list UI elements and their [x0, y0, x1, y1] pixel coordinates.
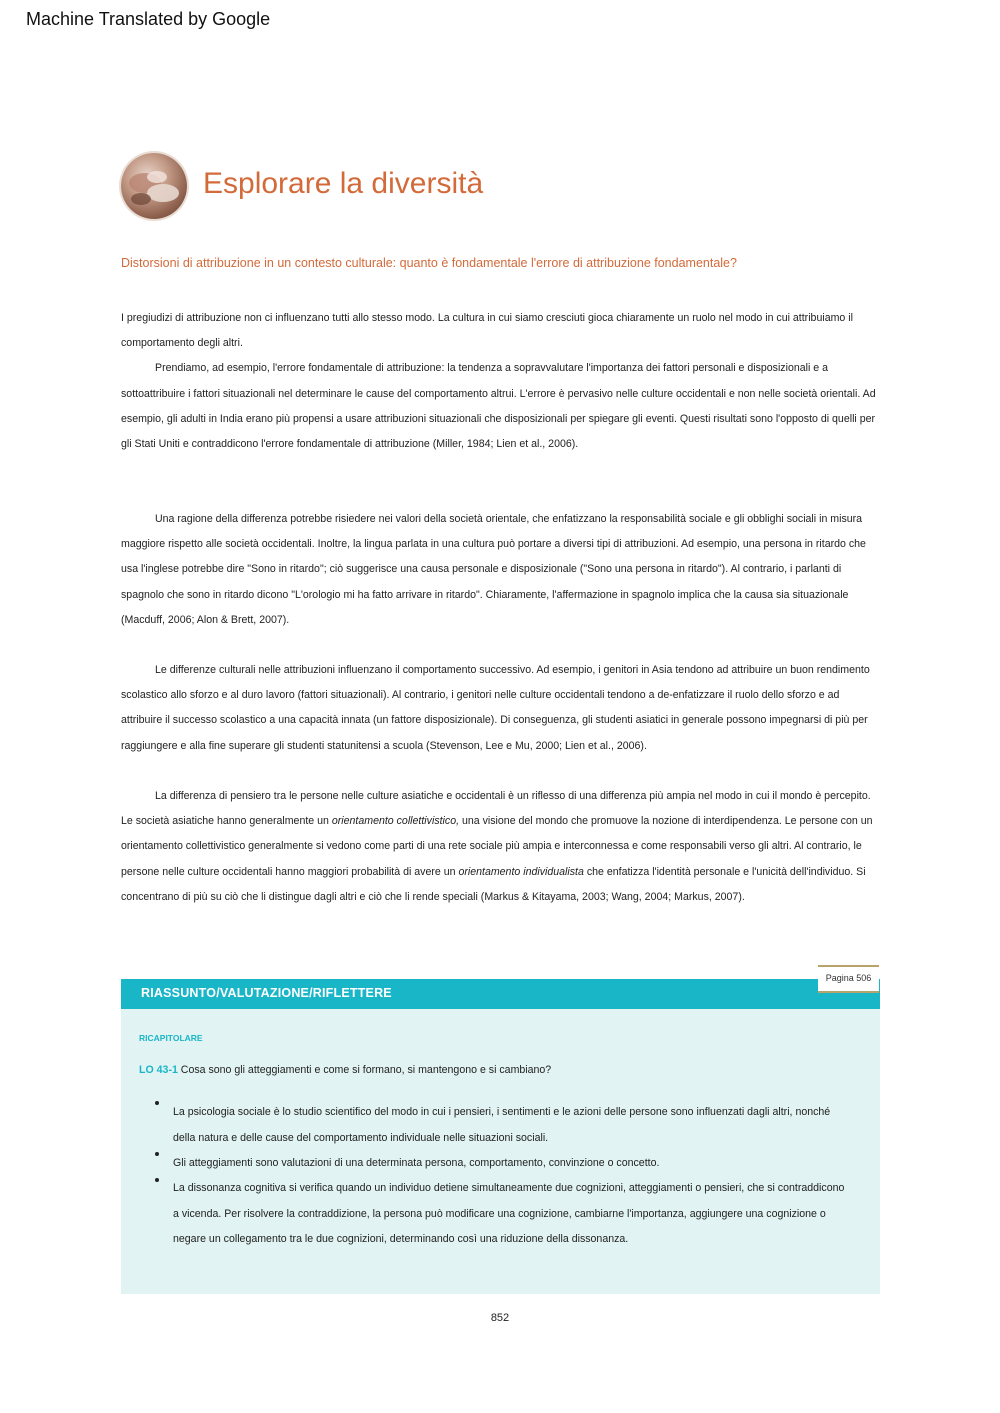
list-item: La dissonanza cognitiva si verifica quando un individuo detiene simultaneamente due cognizioni, atteggiamenti o pensieri, che si contraddicono a vicenda. Per risolvere la contraddizione, la persona può modificare una cognizione, cambiarne l'importanza, aggiungere una cognizione o negare un collegamento tra le due cognizioni, determinando così una riduzione della dissonanza. [173, 1182, 845, 1246]
paragraph-3-block [121, 507, 883, 633]
page-marker: Pagina 506 [818, 965, 879, 993]
paragraph-5 [121, 784, 883, 910]
diversity-photo-icon [121, 153, 187, 219]
paragraph-2: Prendiamo, ad esempio, l'errore fondamentale di attribuzione: la tendenza a sopravvalutare l'importanza dei fattori personali e disposizionali e a sottoattribuire i fattori situazionali nel determinare le cause del comportamento altrui. L'errore è pervasivo nelle culture occidentali e non nelle società orientali. Ad esempio, gli adulti in India erano più propensi a usare attribuzioni situazionali che disposizionali per spiegare gli eventi. Questi risultati sono l'opposto di quelli per gli Stati Uniti e contraddicono l'errore fondamentale di attribuzione (Miller, 1984; Lien et al., 2006). [121, 362, 876, 451]
learning-objective-text: Cosa sono gli atteggiamenti e come si formano, si mantengono e si cambiano? [177, 1064, 552, 1076]
feature-subtitle: Distorsioni di attribuzione in un contesto culturale: quanto è fondamentale l'errore di attribuzione fondamentale? [121, 256, 737, 270]
page-number: 852 [490, 1312, 510, 1324]
paragraph-3: Una ragione della differenza potrebbe risiedere nei valori della società orientale, che enfatizzano la responsabilità sociale e gli obblighi sociali in misura maggiore rispetto alle società occidentali. Inoltre, la lingua parlata in una cultura può portare a diversi tipi di attribuzioni. Ad esempio, una persona in ritardo che usa l'inglese potrebbe dire "Sono in ritardo"; ciò suggerisce una causa personale e disposizionale ("Sono una persona in ritardo"). Al contrario, i parlanti di spagnolo che sono in ritardo dicono "L'orologio mi ha fatto arrivare in ritardo". Chiaramente, l'affermazione in spagnolo implica che la causa sia situazionale (Macduff, 2006; Alon & Brett, 2007). [121, 513, 866, 626]
learning-objective-tag: LO 43-1 [139, 1064, 178, 1076]
list-item: La psicologia sociale è lo studio scientifico del modo in cui i pensieri, i sentimenti e le azioni delle persone sono influenzati dagli altri, nonché della natura e delle cause del comportamento individuale nelle situazioni sociali. [173, 1106, 831, 1144]
summary-box [121, 979, 880, 1294]
paragraph-5-text-c: che enfatizza l'identità personale e l'unicità dell'individuo. Si concentrano di più su ciò che li distingue dagli altri e ciò che li rende speciali (Markus & Kitayama, 2003; Wang, 2004; Markus, 2007). [121, 865, 866, 903]
term-collectivistic: orientamento collettivistico, [331, 815, 460, 828]
paragraph-4-block [121, 658, 883, 759]
summary-title-bar [121, 979, 880, 1009]
paragraph-5-text-a: La differenza di pensiero tra le persone nelle culture asiatiche e occidentali è un riflesso di una differenza più ampia nel modo in cui il mondo è percepito. Le società asiatiche hanno generalmente un [121, 790, 871, 828]
machine-translation-watermark: Machine Translated by Google [26, 9, 271, 29]
summary-title: RIASSUNTO/VALUTAZIONE/RIFLETTERE [141, 986, 392, 1000]
paragraph-5-block [121, 784, 883, 910]
list-item: Gli atteggiamenti sono valutazioni di una determinata persona, comportamento, convinzione o concetto. [173, 1157, 660, 1169]
bullet-icon [155, 1152, 159, 1156]
paragraph-5-text-b: una visione del mondo che promuove la nozione di interdipendenza. Le persone con un orientamento collettivistico generalmente si vedono come parti di una rete sociale più ampia e interconnessa e come responsabili verso gli altri. Al contrario, le persone nelle culture occidentali hanno maggiori probabilità di avere un [121, 815, 873, 878]
bullet-icon [155, 1178, 159, 1182]
paragraph-1: I pregiudizi di attribuzione non ci influenzano tutti allo stesso modo. La cultura in cui siamo cresciuti gioca chiaramente un ruolo nel modo in cui attribuiamo il comportamento degli altri. [121, 312, 853, 350]
feature-title: Esplorare la diversità [203, 167, 484, 200]
learning-objective [139, 1064, 859, 1076]
paragraph-4: Le differenze culturali nelle attribuzioni influenzano il comportamento successivo. Ad esempio, i genitori in Asia tendono ad attribuire un buon rendimento scolastico allo sforzo e al duro lavoro (fattori situazionali). Al contrario, i genitori nelle culture occidentali tendono a de-enfatizzare il ruolo dello sforzo e ad attribuire il successo scolastico a una capacità innata (un fattore disposizionale). Di conseguenza, gli studenti asiatici in generale possono impegnarsi di più per raggiungere e alla fine superare gli studenti statunitensi a scuola (Stevenson, Lee e Mu, 2000; Lien et al., 2006). [121, 664, 870, 752]
bullet-icon [155, 1101, 159, 1105]
body-paragraphs-1-2 [121, 306, 883, 457]
recap-label: RICAPITOLARE [139, 1033, 203, 1043]
term-individualistic: orientamento individualista [458, 865, 584, 878]
